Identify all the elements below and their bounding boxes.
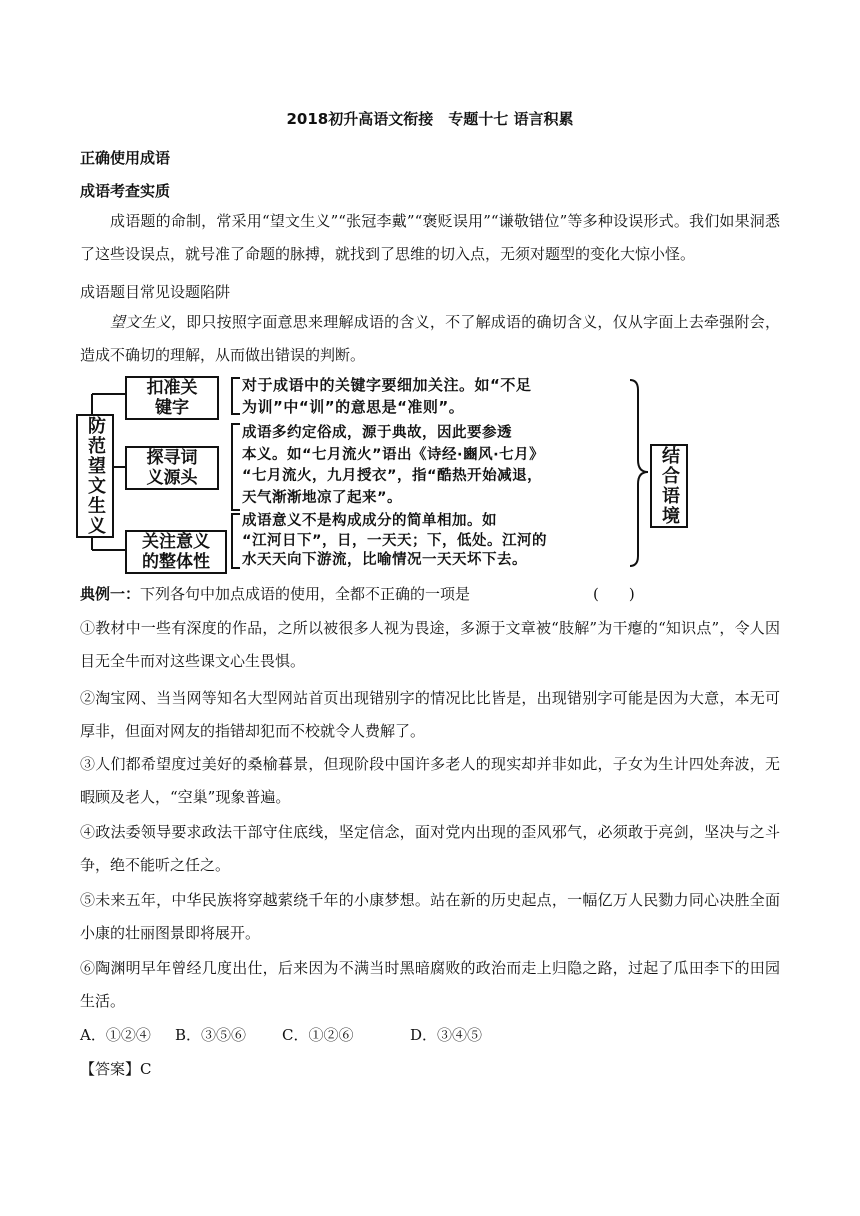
left-label-text: 防范望文生义 (85, 416, 106, 536)
answer-bracket: ( ) (593, 585, 635, 603)
answer-line: 【答案】C (80, 1060, 152, 1078)
example-item-6: ⑥陶渊明早年曾经几度出仕，后来因为不满当时黑暗腐败的政治而走上归隐之路，过起了瓜田李下的田园生活。 (80, 959, 780, 1010)
diagram-category-1 (125, 376, 219, 420)
category-3-text: 关注意义 的整体性 (142, 532, 210, 572)
document-title: 2018初升高语文衔接 专题十七 语言积累 (286, 110, 574, 128)
sub-heading: 成语考查实质 (80, 182, 171, 200)
example-item-1: ①教材中一些有深度的作品，之所以被很多人视为畏途，多源于文章被“肢解”为干瘪的“知识点”，令人因目无全牛而对这些课文心生畏惧。 (80, 619, 780, 670)
diagram-text-1: 对于成语中的关键字要细加关注。如“不足 为训”中“训”的意思是“准则”。 (242, 376, 532, 416)
choice-a: A．①②④ (80, 1026, 151, 1044)
example-item-4: ④政法委领导要求政法干部守住底线，坚定信念，面对党内出现的歪风邪气，必须敢于亮剑，坚决与之斗争，绝不能听之任之。 (80, 823, 780, 874)
example-item-2: ②淘宝网、当当网等知名大型网站首页出现错别字的情况比比皆是，出现错别字可能是因为大意，本无可厚非，但面对网友的指错却犯而不校就令人费解了。 (80, 689, 780, 740)
category-1-text: 扣准关 键字 (146, 378, 198, 418)
diagram-left-label (76, 414, 114, 538)
choice-b: B．③⑤⑥ (175, 1026, 247, 1044)
definition-text: ，即只按照字面意思来理解成语的含义，不了解成语的确切含义，仅从字面上去牵强附会，造成不确切的理解，从而做出错误的判断。 (80, 313, 780, 364)
definition-paragraph (80, 306, 780, 372)
intro-paragraph: 成语题的命制，常采用“望文生义”“张冠李戴”“褒贬误用”“谦敬错位”等多种设误形式。我们如果洞悉了这些设误点，就号准了命题的脉搏，就找到了思维的切入点，无须对题型的变化大惊小怪。 (80, 212, 780, 263)
diagram-category-3 (125, 530, 227, 574)
right-label-text: 结合语境 (659, 446, 680, 526)
choice-c: C．①②⑥ (282, 1026, 354, 1044)
term-wangwenshengyi: 望文生义 (110, 313, 171, 331)
example-label: 典例一： (80, 585, 141, 603)
strategy-diagram (70, 372, 695, 572)
example-item-5: ⑤未来五年，中华民族将穿越萦绕千年的小康梦想。站在新的历史起点，一幅亿万人民勠力同心决胜全面小康的壮丽图景即将展开。 (80, 891, 780, 942)
example-item-3: ③人们都希望度过美好的桑榆暮景，但现阶段中国许多老人的现实却并非如此，子女为生计四处奔波，无暇顾及老人，“空巢”现象普遍。 (80, 755, 780, 806)
diagram-text-2: 成语多约定俗成，源于典故，因此要参透 本义。如“七月流火”语出《诗经·豳风·七月》 “七月流火，九月授衣”，指“酷热开始减退， 天气渐渐地凉了起来”。 (242, 425, 545, 506)
answer-choices (80, 1024, 482, 1045)
category-2-text: 探寻词 义源头 (146, 448, 198, 488)
diagram-category-2 (125, 446, 219, 490)
section-heading: 正确使用成语 (80, 149, 171, 167)
diagram-text-3: 成语意义不是构成成分的简单相加。如 “江河日下”，日，一天天；下，低处。江河的 水天天向下游流，比喻情况一天天坏下去。 (242, 513, 548, 568)
trap-heading: 成语题目常见设题陷阱 (80, 283, 231, 301)
example-question (80, 583, 470, 604)
diagram-right-label (650, 444, 688, 528)
choice-d: D．③④⑤ (410, 1026, 483, 1044)
example-question-text: 下列各句中加点成语的使用，全都不正确的一项是 (140, 585, 471, 603)
